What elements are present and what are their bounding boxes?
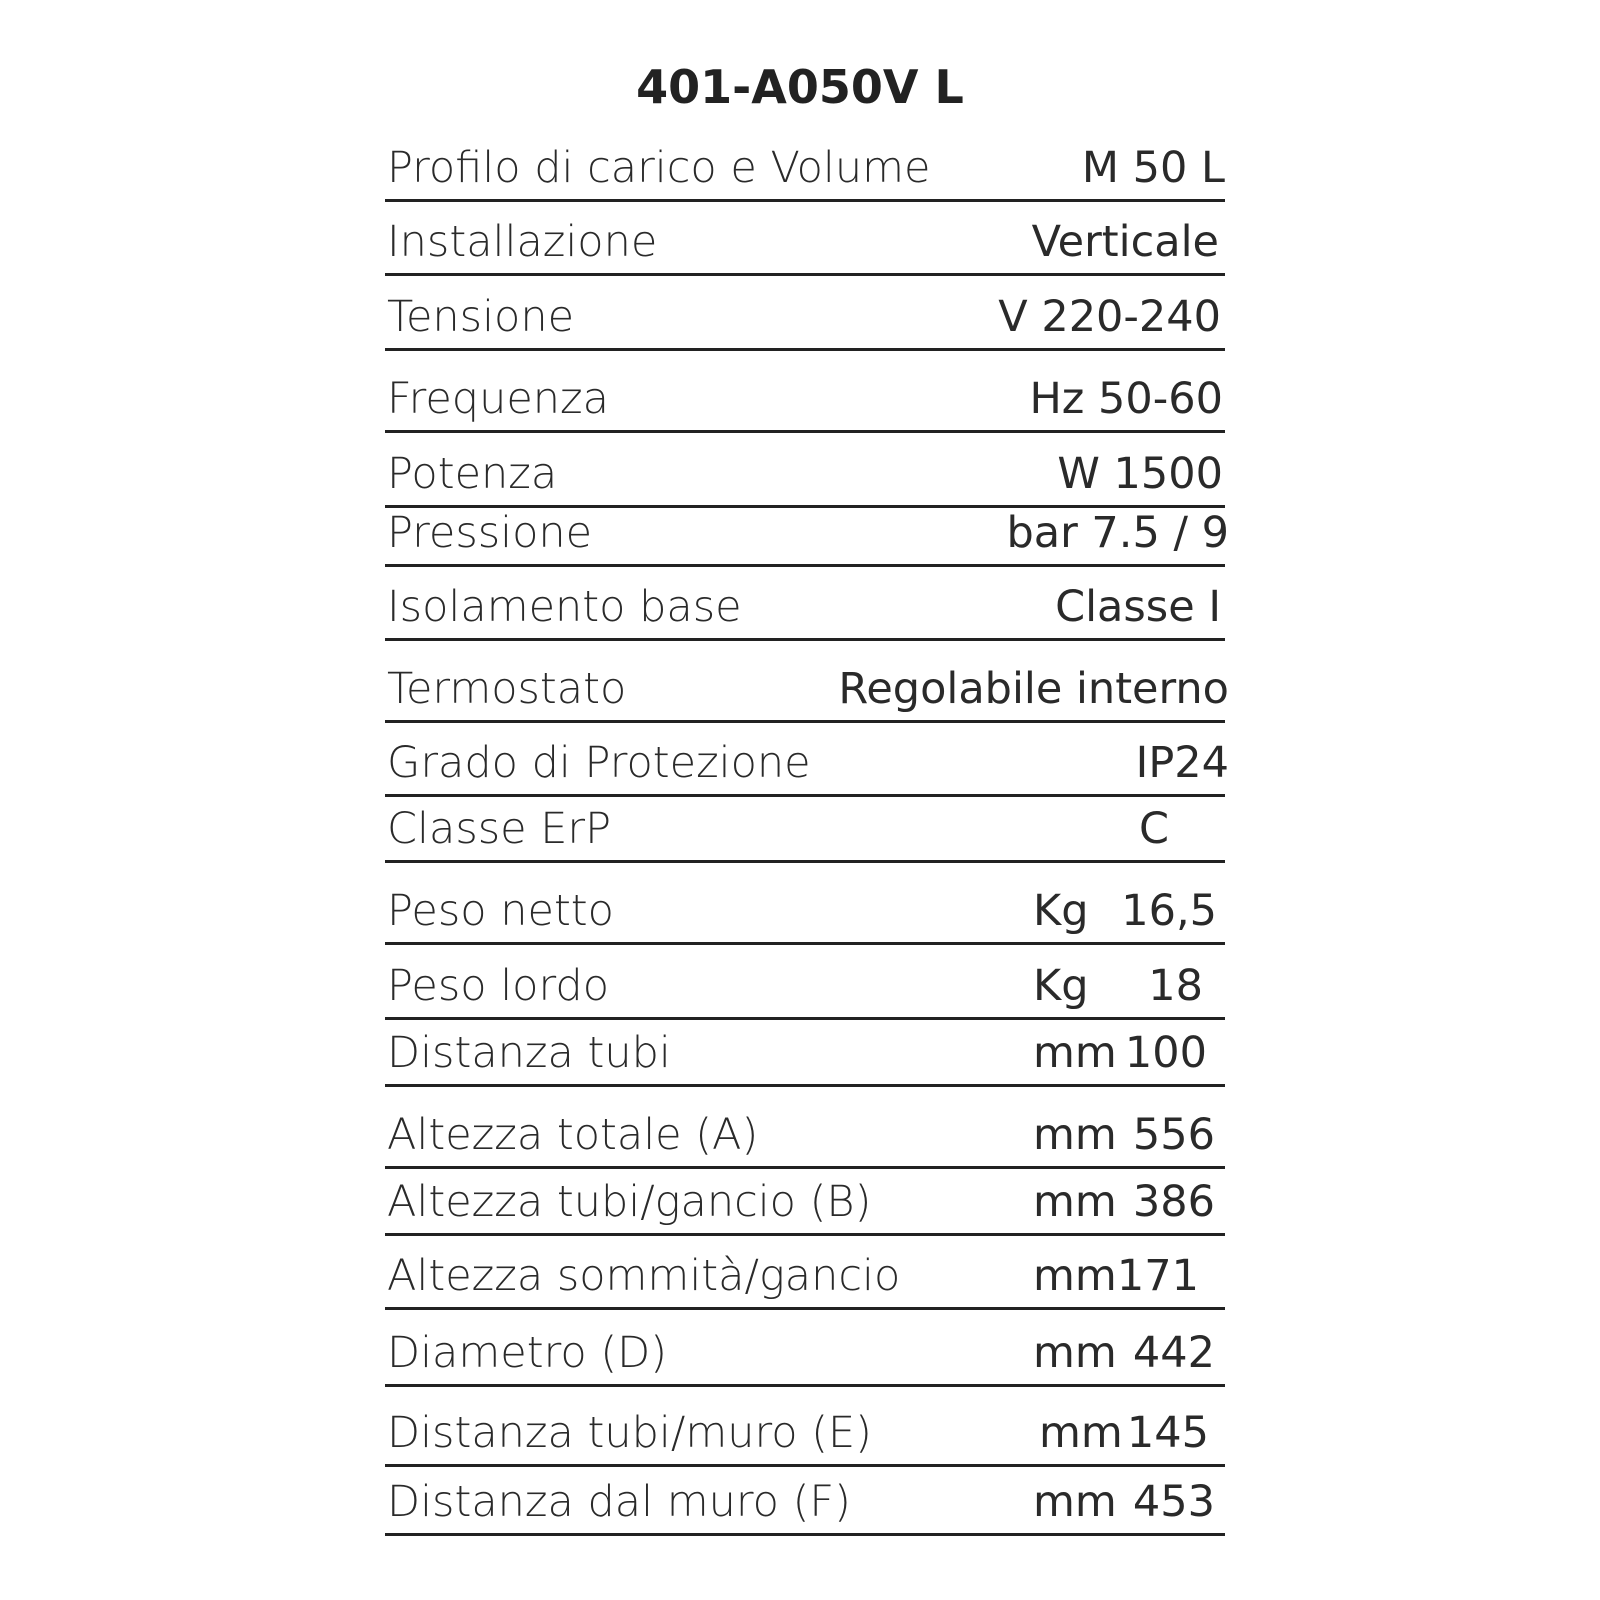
row-label: Tensione <box>387 292 575 342</box>
row-label: Altezza totale (A) <box>387 1110 759 1160</box>
table-row <box>385 433 1225 508</box>
row-unit: mm <box>1033 1477 1117 1527</box>
table-row <box>385 1236 1225 1310</box>
row-label: Peso lordo <box>387 961 610 1011</box>
row-unit: mm <box>1033 1028 1117 1078</box>
row-value: IP24 <box>1135 738 1229 788</box>
table-row <box>385 508 1229 567</box>
table-row <box>385 1020 1225 1087</box>
row-label: Distanza tubi <box>387 1028 671 1078</box>
table-row <box>385 797 1225 863</box>
table-row <box>385 1169 1225 1236</box>
row-unit: Kg <box>1033 886 1089 936</box>
row-label: Termostato <box>387 664 627 714</box>
table-row <box>385 723 1229 797</box>
table-row <box>385 1087 1225 1169</box>
table-row <box>385 641 1229 723</box>
row-unit: mm <box>1033 1251 1117 1301</box>
row-number: 171 <box>1116 1251 1199 1301</box>
row-number: 442 <box>1132 1328 1215 1378</box>
row-number: 556 <box>1132 1110 1215 1160</box>
table-row <box>385 567 1225 641</box>
page-title: 401-A050V L <box>636 60 964 114</box>
row-label: Potenza <box>387 449 558 499</box>
table-row <box>385 1310 1225 1387</box>
table-row <box>385 863 1225 945</box>
row-label: Pressione <box>387 508 593 558</box>
row-value: bar 7.5 / 9 <box>1006 508 1229 558</box>
row-label: Distanza dal muro (F) <box>387 1477 851 1527</box>
row-number: 453 <box>1132 1477 1215 1527</box>
row-unit: mm <box>1033 1177 1117 1227</box>
row-number: 18 <box>1148 961 1203 1011</box>
row-unit: mm <box>1039 1408 1123 1458</box>
row-value: W 1500 <box>1057 449 1223 499</box>
row-label: Altezza tubi/gancio (B) <box>387 1177 872 1227</box>
row-unit: mm <box>1033 1110 1117 1160</box>
table-row <box>385 202 1225 276</box>
table-row <box>385 1387 1225 1467</box>
row-label: Grado di Protezione <box>387 738 811 788</box>
row-value: Hz 50-60 <box>1029 374 1223 424</box>
row-label: Frequenza <box>387 374 609 424</box>
row-label: Distanza tubi/muro (E) <box>387 1408 872 1458</box>
row-value: Regolabile interno <box>838 664 1229 714</box>
row-number: 100 <box>1124 1028 1207 1078</box>
row-label: Isolamento base <box>387 582 742 632</box>
row-value: C <box>1138 804 1169 854</box>
row-unit: mm <box>1033 1328 1117 1378</box>
table-row <box>385 945 1225 1020</box>
row-label: Peso netto <box>387 886 614 936</box>
row-number: 145 <box>1126 1408 1209 1458</box>
row-label: Installazione <box>387 217 658 267</box>
table-row <box>385 1467 1225 1536</box>
row-label: Classe ErP <box>387 804 612 854</box>
row-number: 16,5 <box>1121 886 1217 936</box>
table-row <box>385 140 1225 202</box>
row-number: 386 <box>1132 1177 1215 1227</box>
row-value: V 220-240 <box>998 292 1221 342</box>
row-unit: Kg <box>1033 961 1089 1011</box>
row-value: Classe I <box>1055 582 1221 632</box>
row-value: M 50 L <box>1081 143 1225 193</box>
table-row <box>385 276 1225 351</box>
row-value: Verticale <box>1031 217 1219 267</box>
row-label: Profilo di carico e Volume <box>387 143 931 193</box>
row-label: Altezza sommità/gancio <box>387 1251 901 1301</box>
row-label: Diametro (D) <box>387 1328 667 1378</box>
table-row <box>385 351 1225 433</box>
